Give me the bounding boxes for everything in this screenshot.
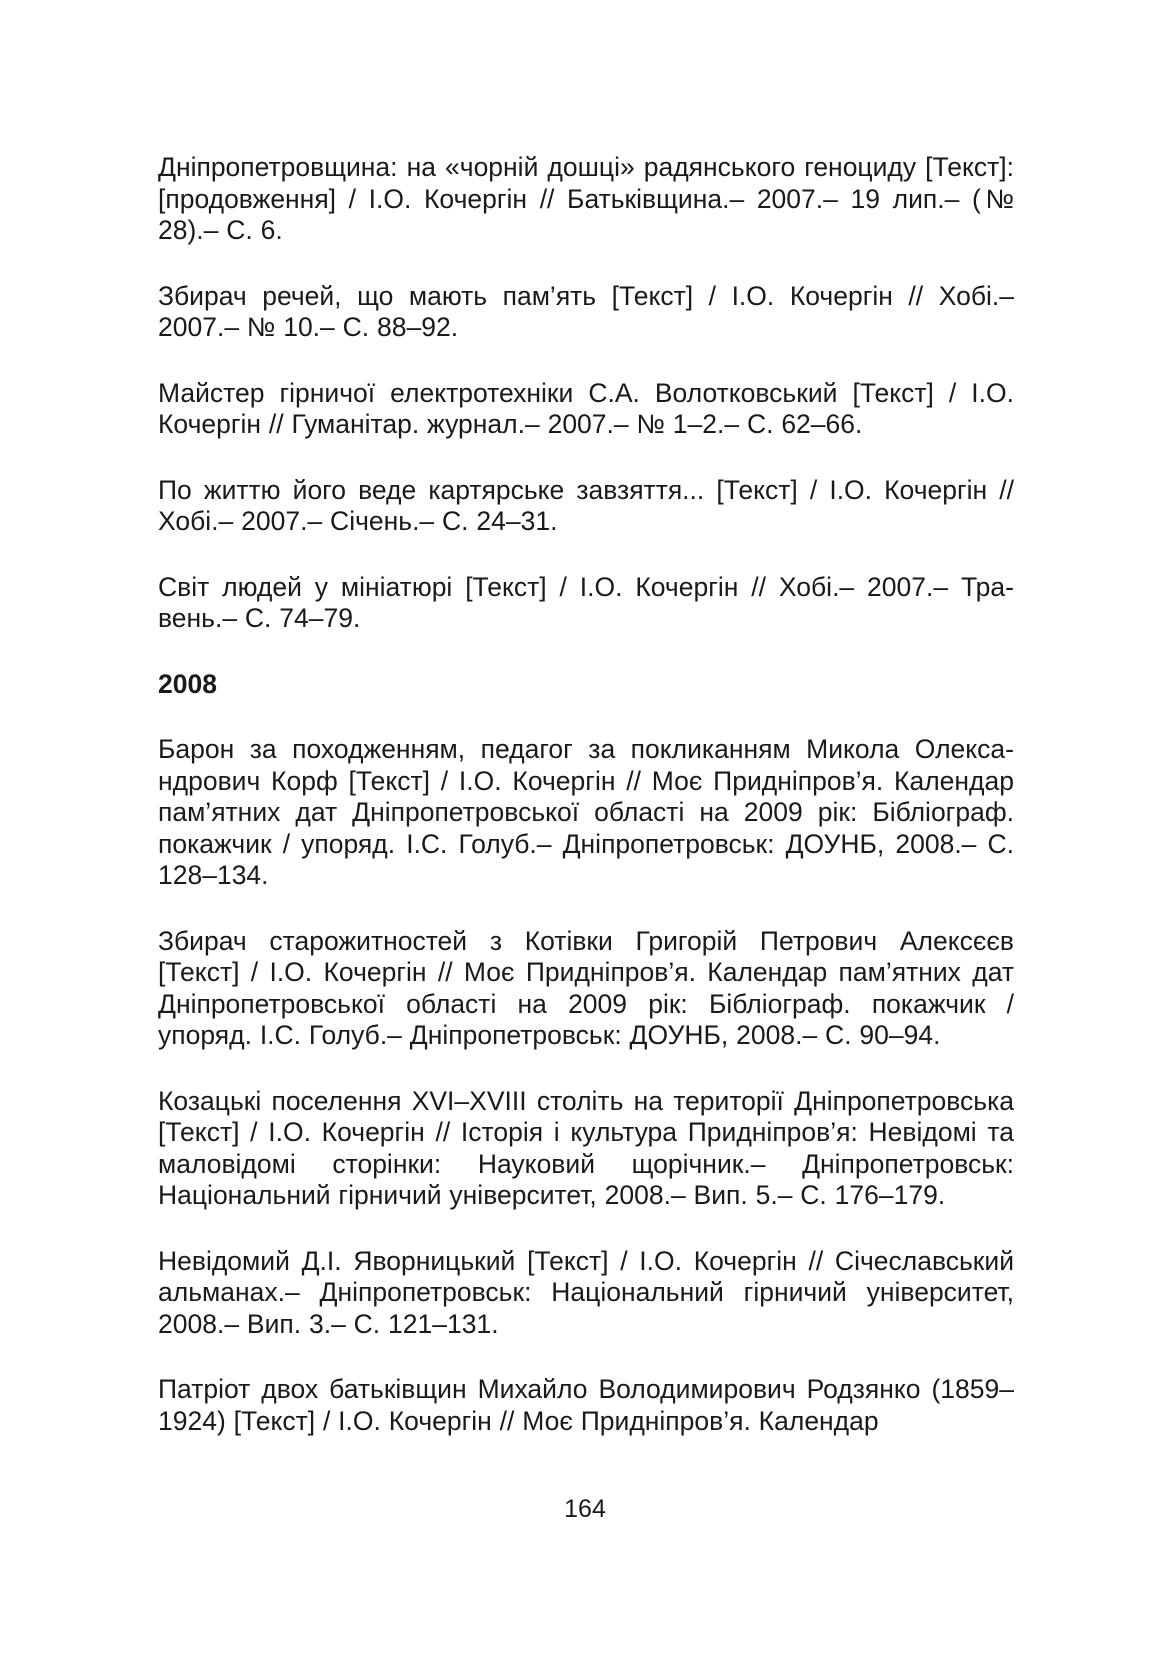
- bibliography-entry: Збирач старожитностей з Котівки Григорій Петрович Алексєєв [Текст] / І.О. Кочергін // Моє Придніпров’я. Календар пам’ятних дат Дніпропетровської області на 2009 рік: Бібліограф. покажчик / упоряд. І.С. Голуб.– Дніпропетровськ: ДОУНБ, 2008.– С. 90–94.: [158, 925, 1014, 1050]
- bibliography-entry: Невідомий Д.І. Яворницький [Текст] / І.О. Кочергін // Січеславський альманах.– Дніпропетровськ: Національний гірничий університет, 2008.– Вип. 3.– С. 121–131.: [158, 1245, 1014, 1339]
- page-body: [158, 152, 1014, 1471]
- bibliography-entry: Барон за походженням, педагог за покликанням Микола Олександрович Корф [Текст] / І.О. Кочергін // Моє Придніпров’я. Календар пам’ятних дат Дніпропетровської області на 2009 рік: Бібліограф. покажчик / упоряд. І.С. Голуб.– Дніпропетровськ: ДОУНБ, 2008.– С. 128–134.: [158, 734, 1014, 890]
- bibliography-entry: Козацькі поселення XVI–XVIII століть на території Дніпропетровська [Текст] / І.О. Кочергін // Історія і культура Придніпров’я: Невідомі та маловідомі сторінки: Науковий щорічник.– Дніпропетровськ: Національний гірничий університет, 2008.– Вип. 5.– С. 176–179.: [158, 1085, 1014, 1210]
- bibliography-entry: Патріот двох батьківщин Михайло Володимирович Родзянко (1859–1924) [Текст] / І.О. Кочергін // Моє Придніпров’я. Календар: [158, 1374, 1014, 1436]
- bibliography-entry: Майстер гірничої електротехніки С.А. Волотковський [Текст] / І.О. Кочергін // Гуманітар. журнал.– 2007.– № 1–2.– С. 62–66.: [158, 377, 1014, 439]
- year-heading: 2008: [158, 668, 217, 699]
- bibliography-entry: Збирач речей, що мають пам’ять [Текст] / І.О. Кочергін // Хобі.– 2007.– № 10.– С. 88–92.: [158, 280, 1014, 342]
- bibliography-entry: Дніпропетровщина: на «чорній дошці» радянського геноциду [Текст]: [продовження] / І.О. Кочергін // Батьківщина.– 2007.– 19 лип.– (№ 28).– С. 6.: [158, 152, 1014, 245]
- bibliography-entry: По життю його веде картярське завзяття... [Текст] / І.О. Кочергін // Хобі.– 2007.– Січень.– С. 24–31.: [158, 474, 1014, 536]
- page-number: 164: [564, 1495, 606, 1523]
- bibliography-entry: Світ людей у мініатюрі [Текст] / І.О. Кочергін // Хобі.– 2007.– Травень.– С. 74–79.: [158, 571, 1014, 633]
